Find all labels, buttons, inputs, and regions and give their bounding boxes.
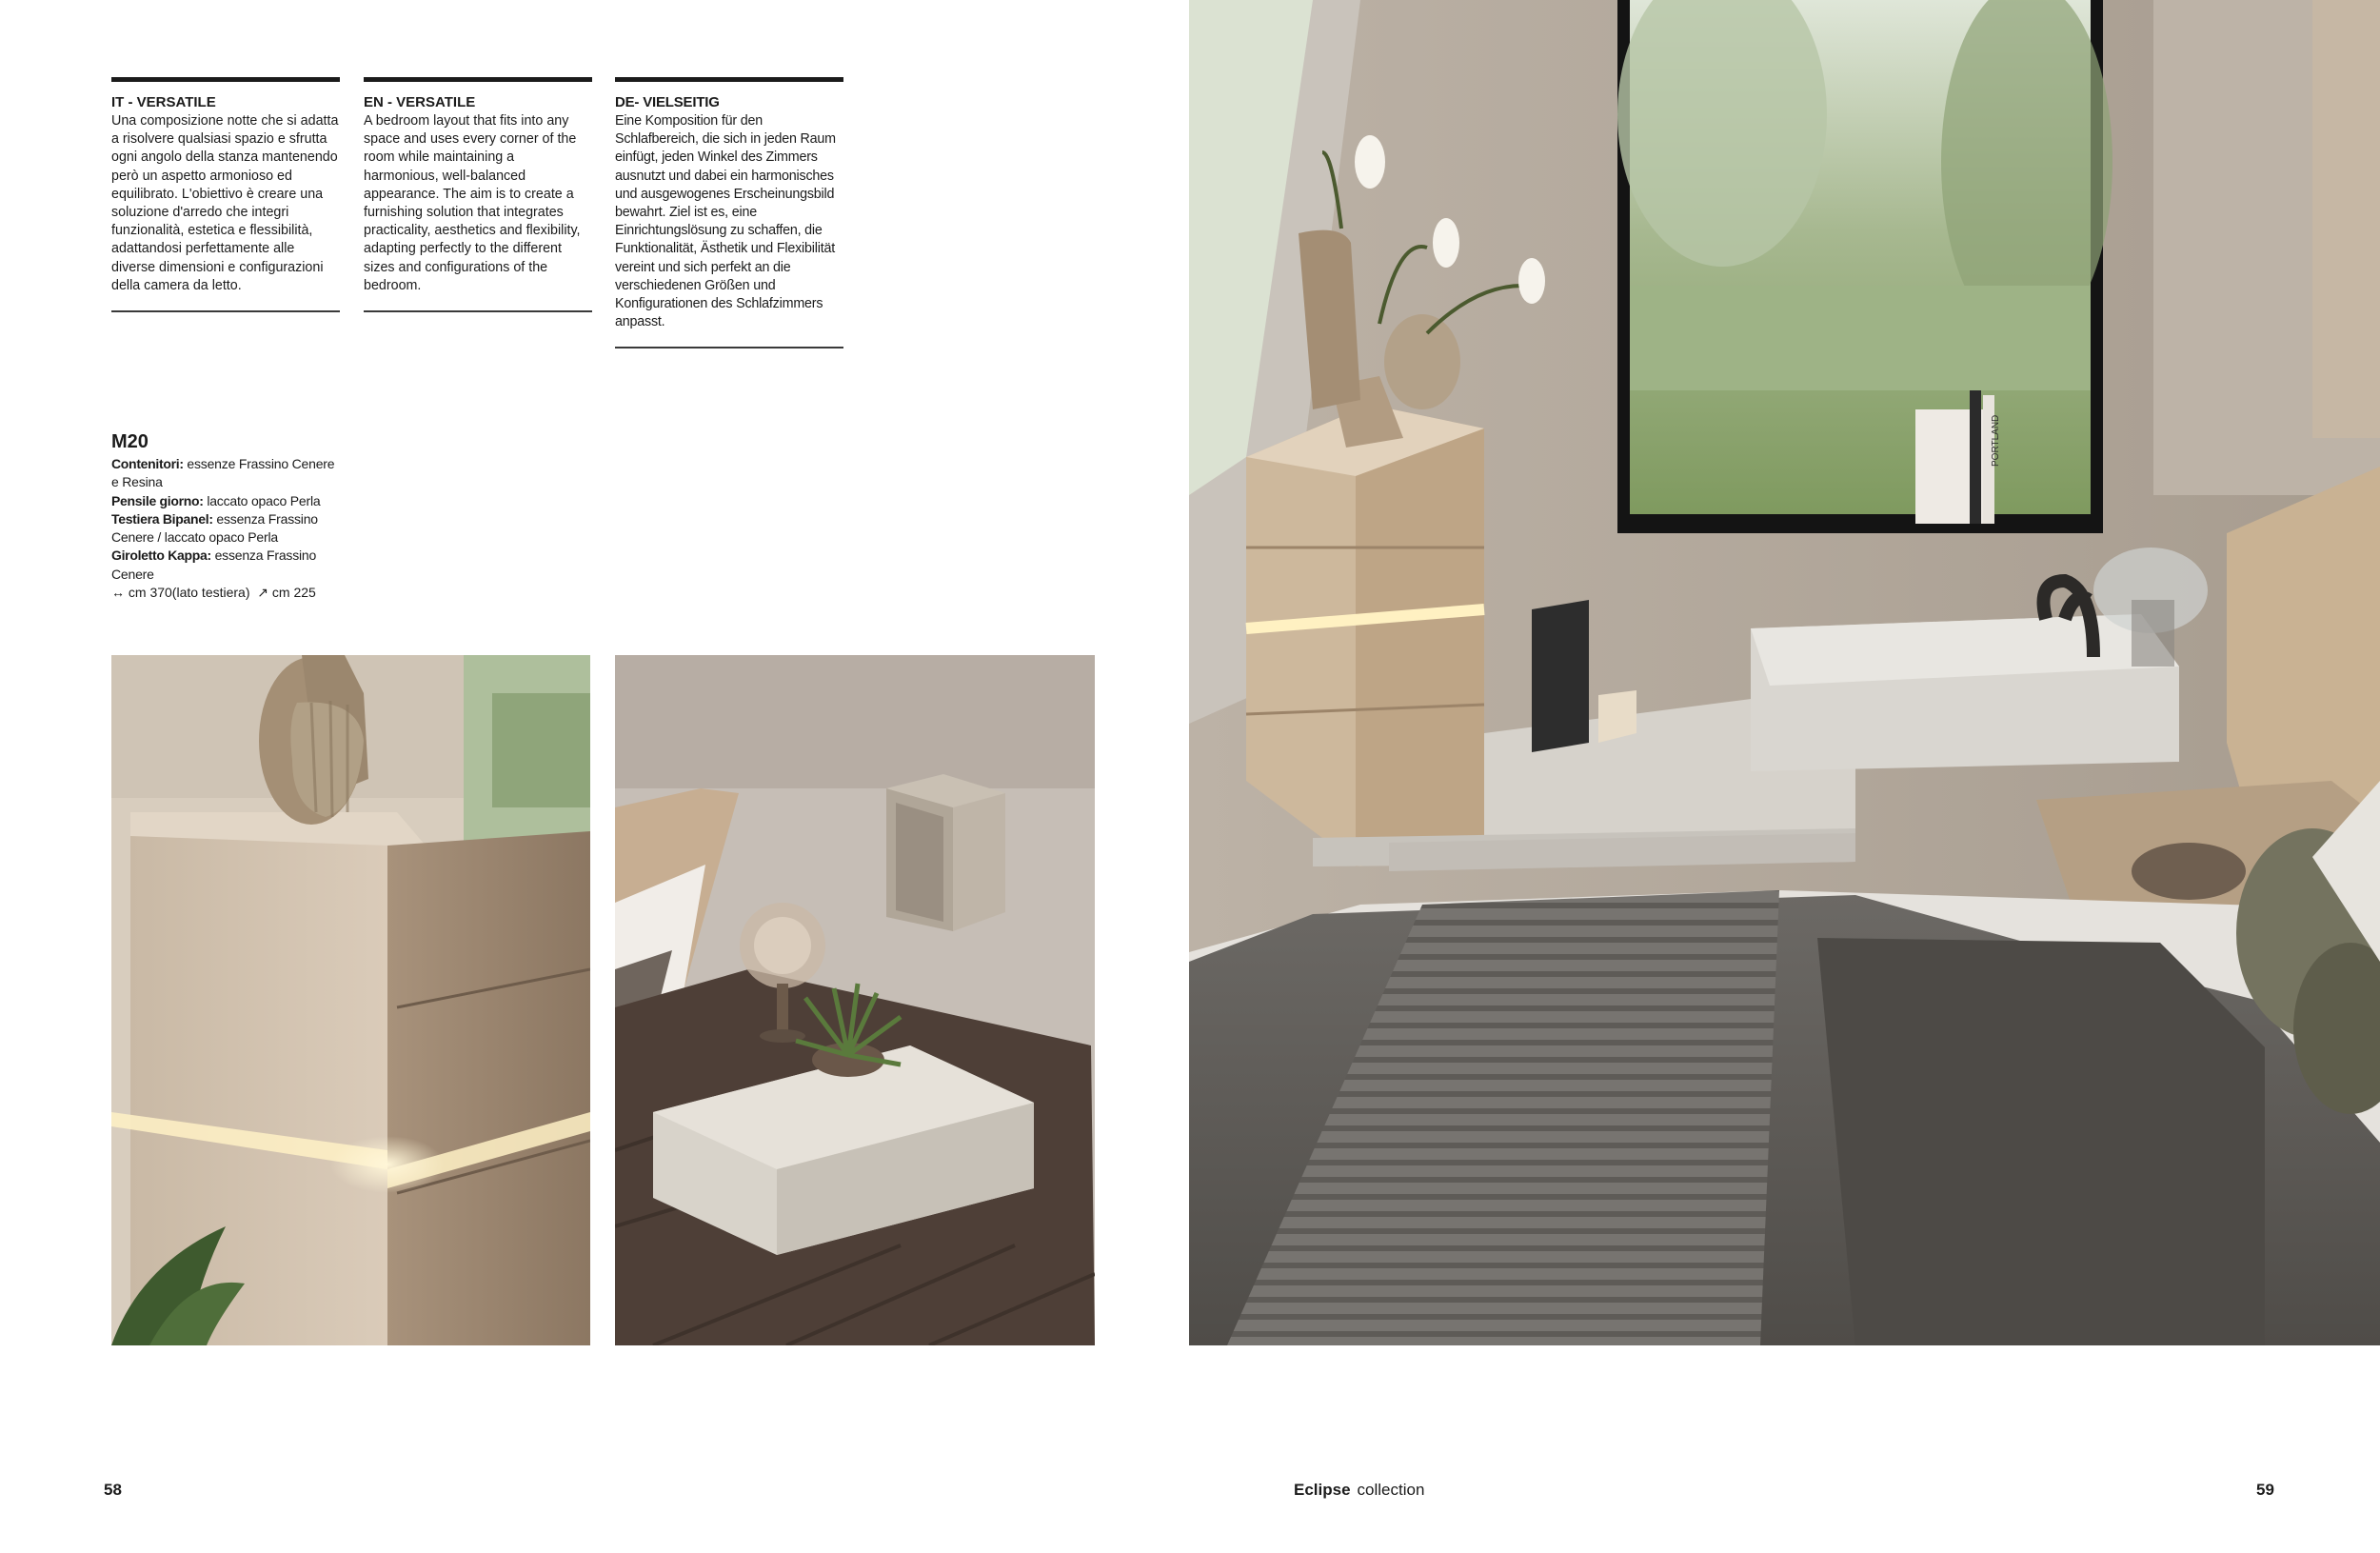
width-arrow-icon: ↔ <box>111 585 125 601</box>
spec-label: Testiera Bipanel: <box>111 510 213 527</box>
height-arrow-icon: ↗ <box>257 585 269 601</box>
collection-name <box>1294 1480 1424 1501</box>
spec-label: Contenitori: <box>111 456 184 471</box>
model-specs <box>111 430 340 602</box>
brand-name: Eclipse <box>1294 1481 1351 1499</box>
spec-line <box>111 492 340 510</box>
spec-label: Pensile giorno: <box>111 492 204 508</box>
column-heading: EN - VERSATILE <box>364 94 476 110</box>
brand-suffix: collection <box>1357 1481 1425 1499</box>
spec-value: laccato opaco Perla <box>203 492 321 508</box>
page-number-left: 58 <box>104 1481 122 1499</box>
column-body: A bedroom layout that fits into any space and uses every corner of the room while maintaining a harmonious, well-balanced appearance. The aim is to create a furnishing solution that integrates practicality, aesthetics and flexibility, adapting perfectly to the different sizes and configurations of the bedroom. <box>364 113 581 293</box>
column-body: Una composizione notte che si adatta a risolvere qualsiasi spazio e sfrutta ogni angolo della stanza mantenendo però un aspetto armonioso ed equilibrato. L'obiettivo è creare una soluzione d'arredo che integri funzionalità, estetica e flessibilità, adattandosi perfettamente alle diverse dimensioni e configurazioni della camera da letto. <box>111 113 339 293</box>
width-dimension: cm 370(lato testiera) <box>128 585 250 601</box>
page-number-right: 59 <box>2256 1481 2274 1499</box>
spec-line <box>111 510 340 548</box>
book-spine-text: PORTLAND <box>1991 414 2001 467</box>
text-column-en <box>364 77 592 312</box>
spec-value: essenza Frassino Cenere <box>111 548 317 582</box>
dimensions-line <box>111 584 340 602</box>
spec-value: essenza Frassino Cenere / laccato opaco Perla <box>111 510 318 546</box>
spec-line <box>111 455 340 492</box>
height-dimension: cm 225 <box>271 585 316 601</box>
spec-line <box>111 547 340 584</box>
spec-label: Giroletto Kappa: <box>111 548 211 564</box>
text-column-it <box>111 77 340 312</box>
nightstand-detail-photo <box>615 655 1095 1345</box>
text-column-de <box>615 77 843 348</box>
bedroom-composition-photo <box>1189 0 2380 1345</box>
column-heading: DE- VIELSEITIG <box>615 94 720 110</box>
column-heading: IT - VERSATILE <box>111 94 216 110</box>
model-code: M20 <box>111 431 149 452</box>
column-body: Eine Komposition für den Schlafbereich, die sich in jeden Raum einfügt, jeden Winkel des Zimmers ausnutzt und dabei ein harmonisches und ausgewogenes Erscheinungsbild bewahrt. Ziel ist es, eine Einrichtungslösung zu schaffen, die Funktionalität, Ästhetik und Flexibilität vereint und sich perfekt an die verschiedenen Größen und Konfigurationen des Schlafzimmers anpasst. <box>615 113 836 330</box>
cabinet-detail-photo <box>111 655 590 1345</box>
spec-value: essenze Frassino Cenere e Resina <box>111 456 335 490</box>
